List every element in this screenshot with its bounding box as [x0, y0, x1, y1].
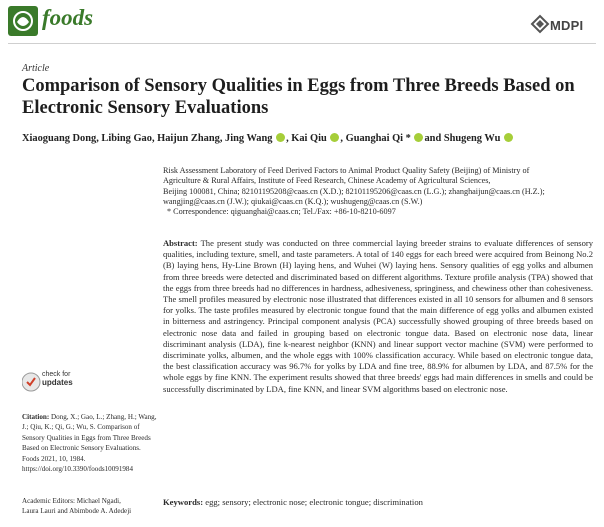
author-name[interactable]: Shugeng Wu [443, 133, 501, 144]
header-divider [8, 43, 596, 44]
keywords [163, 497, 593, 507]
article-title: Comparison of Sensory Qualities in Eggs from Three Breeds Based on Electronic Sensory Evaluations [22, 76, 575, 118]
correspondence: * Correspondence: qiguanghai@caas.cn; Tel./Fax: +86-10-8210-6097 [167, 207, 396, 217]
updates-line2: updates [42, 378, 73, 387]
orcid-icon[interactable] [414, 133, 423, 142]
orcid-icon[interactable] [504, 133, 513, 142]
author-name[interactable]: Libing Gao [101, 133, 152, 144]
journal-name: foods [42, 5, 94, 30]
orcid-icon[interactable] [330, 133, 339, 142]
abstract [163, 238, 593, 395]
author-name[interactable]: Guanghai Qi * [345, 133, 411, 144]
author-list: Xiaoguang Dong, Libing Gao, Haijun Zhang, Jing Wang , Kai Qiu , Guanghai Qi * and Shugeng Wu [22, 133, 597, 144]
author-name[interactable]: Kai Qiu [291, 133, 327, 144]
affiliation-line: Agriculture & Rural Affairs, Institute of Feed Research, Chinese Academy of Agricultural Sciences, [163, 176, 491, 186]
affiliation-line: Risk Assessment Laboratory of Feed Derived Factors to Animal Product Quality Safety (Beijing) of Ministry of [163, 166, 530, 175]
journal-logo-icon [8, 6, 38, 36]
citation-block [22, 412, 157, 474]
academic-editors [22, 496, 157, 516]
article-type: Article [22, 63, 50, 74]
editors-line2: Laura Lauri and Abimbode A. Adedeji [22, 507, 132, 515]
citation-label: Citation: [22, 413, 50, 421]
orcid-icon[interactable] [276, 133, 285, 142]
check-for-updates-label[interactable] [42, 371, 73, 388]
editors-line1: Academic Editors: Michael Ngadi, [22, 497, 121, 505]
abstract-text: The present study was conducted on three commercial laying breeder strains to evaluate differences of sensory qualities, including texture, smell, and taste parameters. A total of 140 eggs for each breed were acquired from Beinong No.2 (B) laying hens, Hy-Line Brown (H) laying hens, and Wuhei (W) laying hens. Sensory qualities of egg yolks and albumen from three breeds were detected and discriminated based on different algorithms. Texture profile analysis (TPA) showed that the eggs from three breeds had no differences in hardness, adhesiveness, springiness, and chewiness other than cohesiveness. The smell profiles measured by electronic nose illustrated that differences existed in all 10 sensors for albumen and 8 sensors for yolks. The taste profiles measured by electronic tongue found that the main difference of egg yolks and albumen existed in bitterness and astringency. Principal component analysis (PCA) successfully showed grouping of three breeds based on electronic nose data and failed in grouping based on electronic tongue data. Based on electronic nose data, linear discriminant analysis (LDA), fine k-nearest neighbor (KNN) and linear support vector machine (SVM) were performed to discriminate yolks, albumen, and the whole eggs with 100% classification accuracy. While based on electronic tongue data, the best classification accuracy was 96.7% for yolks by LDA and fine tree, 88.9% for albumen by LDA, and 87.5% for the whole eggs by fine KNN. The experiment results showed that three breeds' eggs had main differences in smells and could be successfully discriminated by LDA, fine KNN, and linear SVM algorithms based on electronic nose. [163, 238, 594, 394]
author-name[interactable]: Jing Wang [225, 133, 273, 144]
affiliation-line: wangjing@caas.cn (J.W.); qiukai@caas.cn (K.Q.); wushugeng@caas.cn (S.W.) [163, 196, 423, 206]
keywords-text: egg; sensory; electronic nose; electronic tongue; discrimination [205, 497, 423, 507]
publisher-name: MDPI [550, 18, 584, 33]
keywords-label: Keywords: [163, 497, 204, 507]
affiliation-line: Beijing 100081, China; 82101195208@caas.cn (X.D.); 82101195206@caas.cn (L.G.); zhanghaijun@caas.cn (H.Z.); [163, 186, 545, 196]
author-name[interactable]: Haijun Zhang [157, 133, 220, 144]
abstract-label: Abstract: [163, 238, 198, 248]
updates-line1: check for [42, 371, 71, 378]
author-name[interactable]: Xiaoguang Dong [22, 133, 97, 144]
affiliation-block [163, 166, 593, 217]
citation-text: Dong, X.; Gao, L.; Zhang, H.; Wang, J.; Qiu, K.; Qi, G.; Wu, S. Comparison of Sensory Qualities in Eggs from Three Breeds Based on Electronic Sensory Evaluations. Foods 2021, 10, 1984. https://doi.org/10.3390/foods10091984 [22, 413, 157, 474]
